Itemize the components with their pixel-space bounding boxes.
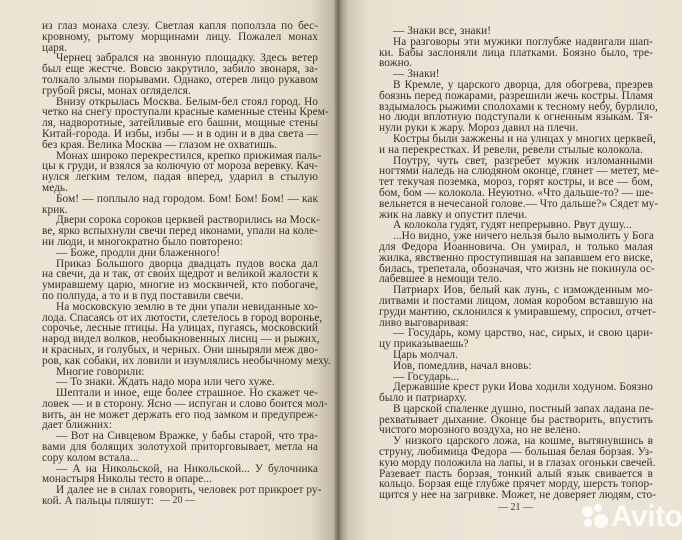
text-line: Костры были зажжены и на улицах у многих церквей, xyxy=(393,132,656,145)
text-line: ля, надворотные, затейливые его башни, мощные стены xyxy=(42,117,318,130)
left-page-text xyxy=(42,20,331,508)
text-line: без края. Велика Москва — глазом не охватишь. xyxy=(42,138,277,151)
text-line: — То знаки. Ждать надо мора или чего хуже. xyxy=(56,376,275,389)
text-line: ров, как собаки, их ловили и изумлялись необычному меху. xyxy=(42,354,331,367)
text-line: литвами и постами лицом, ломая коробом вставшую на xyxy=(379,294,653,307)
text-line: тет текучая поземка, мороз, горят костры, и все — бом, xyxy=(379,176,653,189)
text-line: бом, бом — колокола. Неуютно. «Что дальше-то? — ше- xyxy=(379,186,654,199)
text-line: — Вот на Сивцевом Вражке, у бабы старой, что тра- xyxy=(56,430,318,443)
text-line: ве, ярко вспыхнули свечи перед иконами, упали на коле- xyxy=(42,225,318,238)
text-line: вельнется в нечесаной голове.— Что дальше?» Сядет му- xyxy=(379,197,659,210)
text-line: но люди вплотную подступали к огненным языкам. Тя- xyxy=(379,111,653,124)
text-line: на свечи, да и так, от своих щедрот и великой жалости к xyxy=(42,268,318,281)
text-line: чистого морозного воздуха, но не велено. xyxy=(379,424,581,437)
text-line: и красных, и голубых, и черных. Они шныряли меж дво- xyxy=(42,343,319,356)
paragraph xyxy=(42,259,318,302)
text-line: кровному, рытому морщинами лицу. Пожалел монах xyxy=(42,30,318,43)
text-line: грубой рясы, монах огляделся. xyxy=(42,84,191,97)
paragraph xyxy=(379,382,653,404)
paragraph xyxy=(379,78,658,135)
text-line: Монах широко перекрестился, крепко прижимая паль- xyxy=(56,149,322,162)
text-line: Царь молчал. xyxy=(393,348,458,361)
paragraph xyxy=(42,248,318,259)
text-line: вздымалось рыжими сполохами к тесному небу, бурлило, xyxy=(379,100,658,113)
text-line: ...Но видно, уже ничего нельзя было вымолить у Бога xyxy=(393,230,654,243)
text-line: У низкого царского ложа, на кошме, вытянувшись в xyxy=(393,435,653,448)
text-line: народ видел волков, необыкновенных лисиц — и рыжих, xyxy=(42,333,320,346)
text-line: — Боже, продли дни блаженного! xyxy=(56,246,221,259)
book-spine-gutter xyxy=(334,0,342,540)
paragraph xyxy=(42,300,331,367)
avito-logo-icon xyxy=(582,504,608,530)
text-line: ловек — и в сторону. Ясно — испуган и слово боится мол- xyxy=(42,397,328,410)
text-line: лабевшее в немощи тело. xyxy=(379,273,502,286)
paragraph xyxy=(379,404,653,436)
text-line: жик на лавку и опустит плечи. xyxy=(379,208,528,221)
text-line: дает ближних: xyxy=(42,419,113,432)
text-line: медь. xyxy=(42,181,68,194)
paragraph xyxy=(42,431,318,463)
text-line: На разговоры эти мужики поглубже надвигали шап- xyxy=(393,35,653,48)
text-line: вить, ан не может держать его под замком и предупреж- xyxy=(42,408,318,421)
text-line: Державшие крест руки Иова ходили ходуном. Боязно xyxy=(393,381,653,394)
text-line: по полпуда, а то и в пуд поставили свечи. xyxy=(42,289,244,302)
text-line: В Кремле, у царского дворца, для обогрева, презрев xyxy=(393,78,653,91)
text-line: — Знаки! xyxy=(393,68,440,81)
paragraph xyxy=(379,37,653,69)
paragraph xyxy=(42,215,318,247)
paragraph xyxy=(379,231,653,285)
text-line: Иов, помедлив, начал вновь: xyxy=(393,359,532,372)
text-line: Приказ Большого дворца двадцать пудов воска дал xyxy=(56,257,318,270)
text-line: толкало злыми порывами. Однако, отерев лицо рукавом xyxy=(42,73,318,86)
text-line: цы к груди, и взялся за колючую от мороза веревку. Кач- xyxy=(42,160,318,173)
right-page xyxy=(338,0,682,540)
page-number-right: — 21 — xyxy=(498,502,533,513)
paragraph xyxy=(379,132,656,156)
page-number-left: — 20 — xyxy=(160,495,195,506)
text-line: нулся легким телом, падая вперед, ударил в стылую xyxy=(42,171,318,184)
text-line: сору колом встала... xyxy=(42,451,139,464)
right-page-text xyxy=(379,25,659,502)
text-line: сорочье, лесные птицы. На улицах, пугаясь, московский xyxy=(42,322,318,335)
text-line: ки. Бабы заслоняли лица платками. Боязно было, тре- xyxy=(379,46,653,59)
text-line: был еще жестче. Вовсю закрутило, забило звонаря, за- xyxy=(42,63,318,76)
paragraph xyxy=(42,53,318,96)
avito-watermark-text: Avito xyxy=(611,500,682,533)
text-line: И далее не в силах говорить, человек рот прикроет ру- xyxy=(56,484,322,497)
text-line: Бом! — поплыло над городом. Бом! Бом! Бом! — как xyxy=(56,192,318,205)
paragraph xyxy=(42,387,328,432)
text-line: щится у нее на загривке. Может, не доверяет людям, сто- xyxy=(379,489,657,502)
text-line: было и патриарху. xyxy=(379,392,467,405)
text-line: цу приказываешь? xyxy=(379,338,469,351)
text-line: ни люди, и многократно было повторено: xyxy=(42,235,243,248)
paragraph xyxy=(42,464,318,486)
paragraph xyxy=(42,95,329,151)
text-line: кую морду положила на лапы, и в глазах огоньки свечей. xyxy=(379,456,656,469)
text-line: умиравшему царю, многие из москвичей, кто побогаче, xyxy=(42,279,318,292)
text-line: крик. xyxy=(42,203,68,216)
paragraph xyxy=(379,328,653,350)
paragraph xyxy=(42,149,322,194)
text-line: На московскую землю в те дни упали невиданные хо- xyxy=(56,300,318,313)
text-line: груди мантию, склонился к умиравшему, спросил, отчет- xyxy=(379,305,656,318)
avito-watermark xyxy=(582,500,682,534)
text-line: Разевает пасть борзая, тонкий алый язык свивается в xyxy=(379,467,653,480)
paragraph xyxy=(42,21,318,53)
text-line: Поутру, чуть свет, разгребет мужик изломанными xyxy=(393,154,653,167)
text-line: — Государь... xyxy=(393,370,460,383)
text-line: струну, любимица Федора — большая белая борзая. Уз- xyxy=(379,446,653,459)
text-line: жилка, явственно проступившая на запавшем его виске, xyxy=(379,251,653,264)
text-line: Шептали и иное, еще более страшное. Но скажет че- xyxy=(56,387,318,400)
text-line: — Государь, кому царство, нас, сирых, и свою цари- xyxy=(393,327,653,340)
text-line: рехватывает дыхание. Оконце бы растворить, впустить xyxy=(379,413,653,426)
text-line: и на перекрестках. И ревели, ревели стылые колокола. xyxy=(379,143,643,156)
text-line: ногтями наледь на слюдяном оконце, глянет — метет, ме- xyxy=(379,165,659,178)
text-line: для Федора Иоанновича. Он умирал, и только малая xyxy=(379,240,653,253)
paragraph xyxy=(379,361,653,372)
text-line: Патриарх Иов, белый как лунь, с изможденным мо- xyxy=(393,284,653,297)
text-line: — А на Никольской, на Никольской... У булочника xyxy=(56,462,318,475)
text-line: кой. А пальцы пляшут: xyxy=(42,495,154,508)
text-line: билась, трепетала, обозначая, что жизнь не покинула ос- xyxy=(379,262,655,275)
text-line: Внизу открылась Москва. Белым-бел стоял город. Но xyxy=(56,95,318,108)
paragraph xyxy=(42,194,318,216)
text-line: монастыря Николы тесто в опаре... xyxy=(42,473,212,486)
text-line: боязнь перед пожарами, разрешили жечь костры. Пламя xyxy=(379,89,653,102)
text-line: Китай-города. И избы, избы — и в один и в два света — xyxy=(42,127,318,140)
text-line: — Знаки все, знаки! xyxy=(393,25,492,37)
left-page xyxy=(0,0,338,540)
text-line: Многие говорили: xyxy=(56,365,145,378)
text-line: В царской спаленке душно, постный запах ладана пе- xyxy=(393,402,654,415)
text-line: Двери сорока сороков церквей растворились на Моск- xyxy=(56,214,320,227)
text-line: нули руки к жару. Мороз давил на плечи. xyxy=(379,122,579,135)
paragraph xyxy=(379,435,657,502)
text-line: А колокола гудят, гудят непрерывно. Рвут душу... xyxy=(393,219,632,232)
text-line: лода. Спасаясь от их лютости, слетелось в город воронье, xyxy=(42,311,323,324)
text-line: вожно. xyxy=(379,57,413,70)
text-line: ливо выговаривая: xyxy=(379,316,469,329)
paragraph xyxy=(379,284,656,329)
text-line: четко на снегу проступали красные каменные стены Крем- xyxy=(42,106,329,119)
paragraph xyxy=(379,154,659,221)
text-line: царя. xyxy=(42,41,67,54)
text-line: вами для болящих золотухой приторговывает, метла на xyxy=(42,441,318,454)
text-line: из глаз монаха слезу. Светлая капля поползла по бес- xyxy=(42,20,318,32)
text-line: Чернец забрался на звонную площадку. Здесь ветер xyxy=(56,52,318,65)
text-line: кольцо. Борзая еще глубже прячет морду, шерсть топор- xyxy=(379,478,653,491)
